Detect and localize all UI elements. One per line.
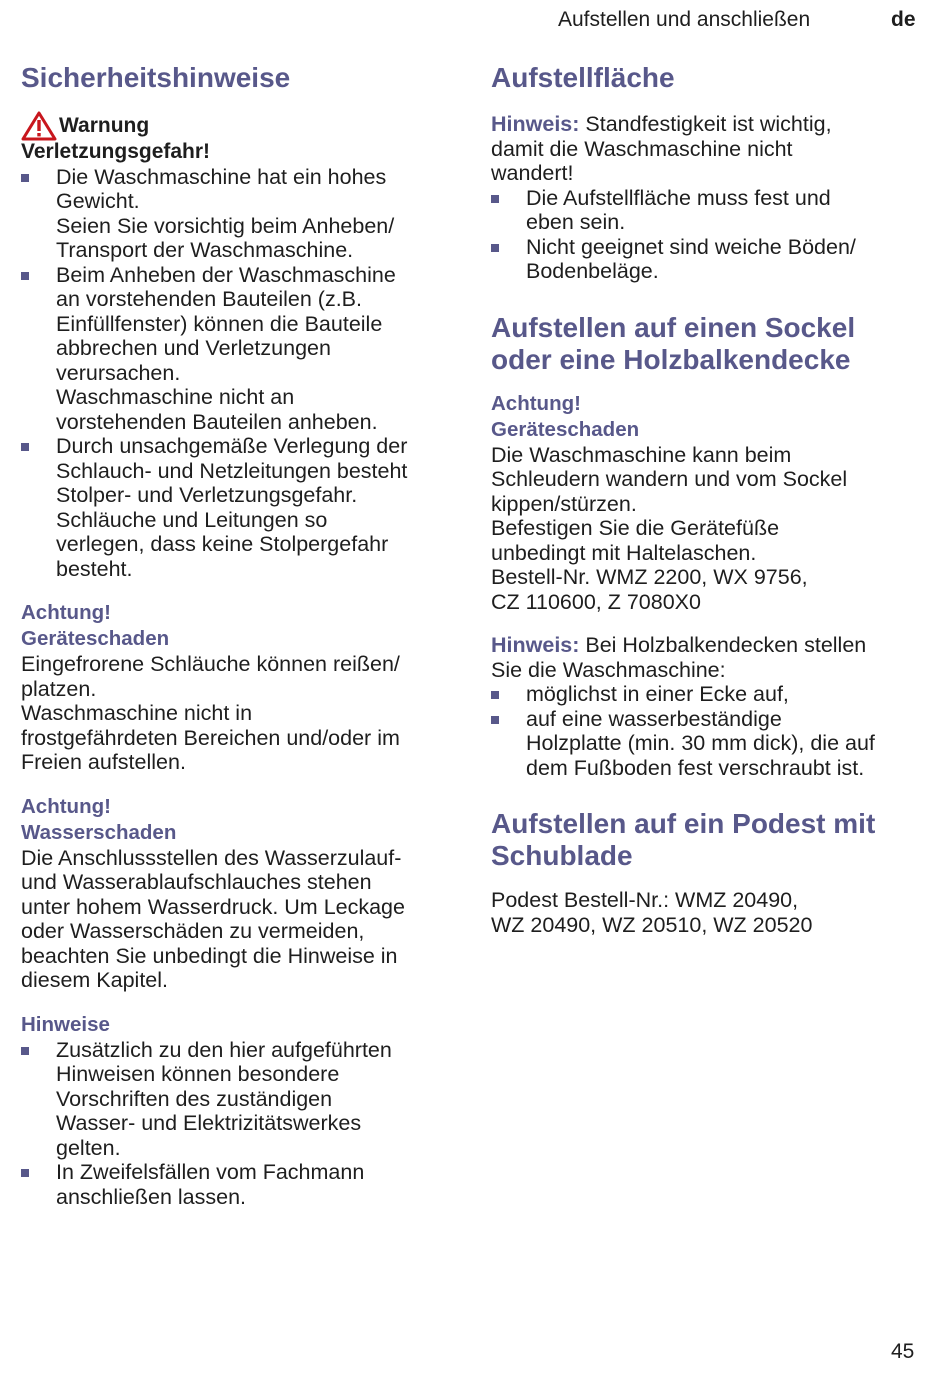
section-title-base-wooden-floor [491,312,921,376]
caution-label: Achtung! [21,794,111,818]
page-number: 45 [891,1340,915,1363]
text-line: Bodenbeläge. [526,259,659,283]
caution-subtitle: Geräteschaden [21,627,170,650]
caution-text [21,652,451,775]
list-item [491,682,921,707]
notes-block [21,1011,451,1210]
text-line: Bestell-Nr. WMZ 2200, WX 9756, [491,565,808,589]
text-line: Sie die Waschmaschine: [491,657,726,682]
text-line: Waschmaschine nicht an [56,385,295,409]
notes-list [21,1038,451,1210]
text-line: abbrechen und Verletzungen [56,336,331,360]
text-line: auf eine wasserbeständige [526,706,782,731]
title-line: Aufstellen auf ein Podest mit [491,808,876,839]
text-line: diesem Kapitel. [21,968,168,992]
text-line: an vorstehenden Bauteilen (z.B. [56,287,362,311]
warning-subtitle: Verletzungsgefahr! [21,140,211,163]
text-line: verursachen. [56,360,181,385]
caution-text [21,846,451,993]
text-line: Freien aufstellen. [21,750,186,774]
text-line: Zusätzlich zu den hier aufgeführten [56,1037,392,1062]
text-line: eben sein. [526,210,626,234]
text-line: möglichst in einer Ecke auf, [526,682,789,706]
text-line: besteht. [56,556,133,581]
text-line: Durch unsachgemäße Verlegung der [56,434,408,458]
text-line: Befestigen Sie die Gerätefüße [491,516,780,540]
list-item [21,434,451,581]
text-line: unter hohem Wasserdruck. Um Leckage [21,894,405,919]
caution-label: Achtung! [21,601,111,624]
caution-block-device-damage [21,599,451,775]
text-line: Schlauch- und Netzleitungen besteht [56,458,408,483]
note-label: Hinweis: [491,112,580,136]
text-line: Hinweisen können besondere [56,1062,340,1086]
section-title-pedestal-drawer [491,808,921,872]
caution-subtitle: Wasserschaden [21,820,177,844]
list-item [491,186,921,235]
text-line: beachten Sie unbedingt die Hinweise in [21,943,398,968]
caution-subtitle: Geräteschaden [491,417,640,441]
warning-list [21,165,451,582]
list-item [491,707,921,781]
note-text [491,633,921,682]
warning-triangle-icon [21,111,57,141]
bullet-square-icon [21,174,29,182]
text-line: Die Anschlussstellen des Wasserzulauf- [21,845,402,870]
text-line: dem Fußboden fest verschraubt ist. [526,755,865,780]
text-line: Schleudern wandern und vom Sockel [491,467,848,491]
bullet-square-icon [491,195,499,203]
text-line: Podest Bestell-Nr.: WMZ 20490, [491,888,799,912]
text-line: gelten. [56,1135,121,1160]
text-line: und Wasserablaufschlauches stehen [21,870,372,894]
text-line: frostgefährdeten Bereichen und/oder im [21,725,400,750]
text-line: verlegen, dass keine Stolpergefahr [56,532,389,556]
title-line: Aufstellen auf einen Sockel [491,311,856,343]
header-title: Aufstellen und anschließen [558,8,811,31]
text-line: Bei Holzbalkendecken stellen [579,633,867,657]
text-line: platzen. [21,676,97,701]
warning-heading [21,112,451,140]
note-text [491,112,921,186]
list-item [21,263,451,435]
text-line: kippen/stürzen. [491,491,637,516]
bullet-square-icon [21,272,29,280]
right-column [491,58,921,937]
text-line: anschließen lassen. [56,1184,247,1209]
text-line: Die Waschmaschine hat ein hohes [56,164,387,189]
caution-block-water-damage [21,793,451,993]
text-line: Die Aufstellfläche muss fest und [526,185,831,210]
text-line: Beim Anheben der Waschmaschine [56,262,396,287]
text-line: vorstehenden Bauteilen anheben. [56,409,378,434]
bullet-square-icon [491,691,499,699]
text-line: Die Waschmaschine kann beim [491,442,792,467]
bullet-square-icon [21,1047,29,1055]
list-item [21,165,451,263]
wooden-floor-list [491,682,921,780]
bullet-square-icon [491,716,499,724]
text-line: oder Wasserschäden zu vermeiden, [21,919,365,943]
text-line: Wasser- und Elektrizitätswerkes [56,1111,362,1135]
text-line: Seien Sie vorsichtig beim Anheben/ [56,213,395,238]
list-item [21,1160,451,1209]
title-line: Schublade [491,840,633,871]
text-line: CZ 110600, Z 7080X0 [491,589,701,614]
title-line: oder eine Holzbalkendecke [491,343,851,375]
surface-list [491,186,921,284]
section-title-safety: Sicherheitshinweise [21,62,291,93]
text-line: Transport der Waschmaschine. [56,238,354,262]
text-line: Stolper- und Verletzungsgefahr. [56,483,358,507]
text-line: Eingefrorene Schläuche können reißen/ [21,652,400,676]
text-line: Standfestigkeit ist wichtig, [579,112,832,136]
text-line: damit die Waschmaschine nicht [491,136,793,161]
header-language: de [891,8,916,31]
bullet-square-icon [21,443,29,451]
section-title-installation-surface: Aufstellfläche [491,62,675,93]
text-line: unbedingt mit Haltelaschen. [491,540,757,565]
text-line: Waschmaschine nicht in [21,701,253,725]
list-item [491,235,921,284]
text-line: In Zweifelsfällen vom Fachmann [56,1160,365,1184]
text-line: Gewicht. [56,189,140,213]
text-line: Nicht geeignet sind weiche Böden/ [526,234,856,259]
bullet-square-icon [21,1169,29,1177]
text-line: wandert! [491,161,574,185]
text-line: WZ 20490, WZ 20510, WZ 20520 [491,912,813,937]
note-label: Hinweis: [491,633,580,657]
text-line: Schläuche und Leitungen so [56,507,328,532]
list-item [21,1038,451,1161]
left-column [21,58,451,1209]
notes-label: Hinweise [21,1012,110,1036]
bullet-square-icon [491,244,499,252]
text-line: Holzplatte (min. 30 mm dick), die auf [526,731,875,755]
text-line: Einfüllfenster) können die Bauteile [56,311,383,336]
text-line: Vorschriften des zuständigen [56,1086,333,1111]
caution-label: Achtung! [491,391,581,415]
warning-label: Warnung [59,113,150,137]
pedestal-order-text [491,888,921,937]
caution-text [491,443,921,615]
